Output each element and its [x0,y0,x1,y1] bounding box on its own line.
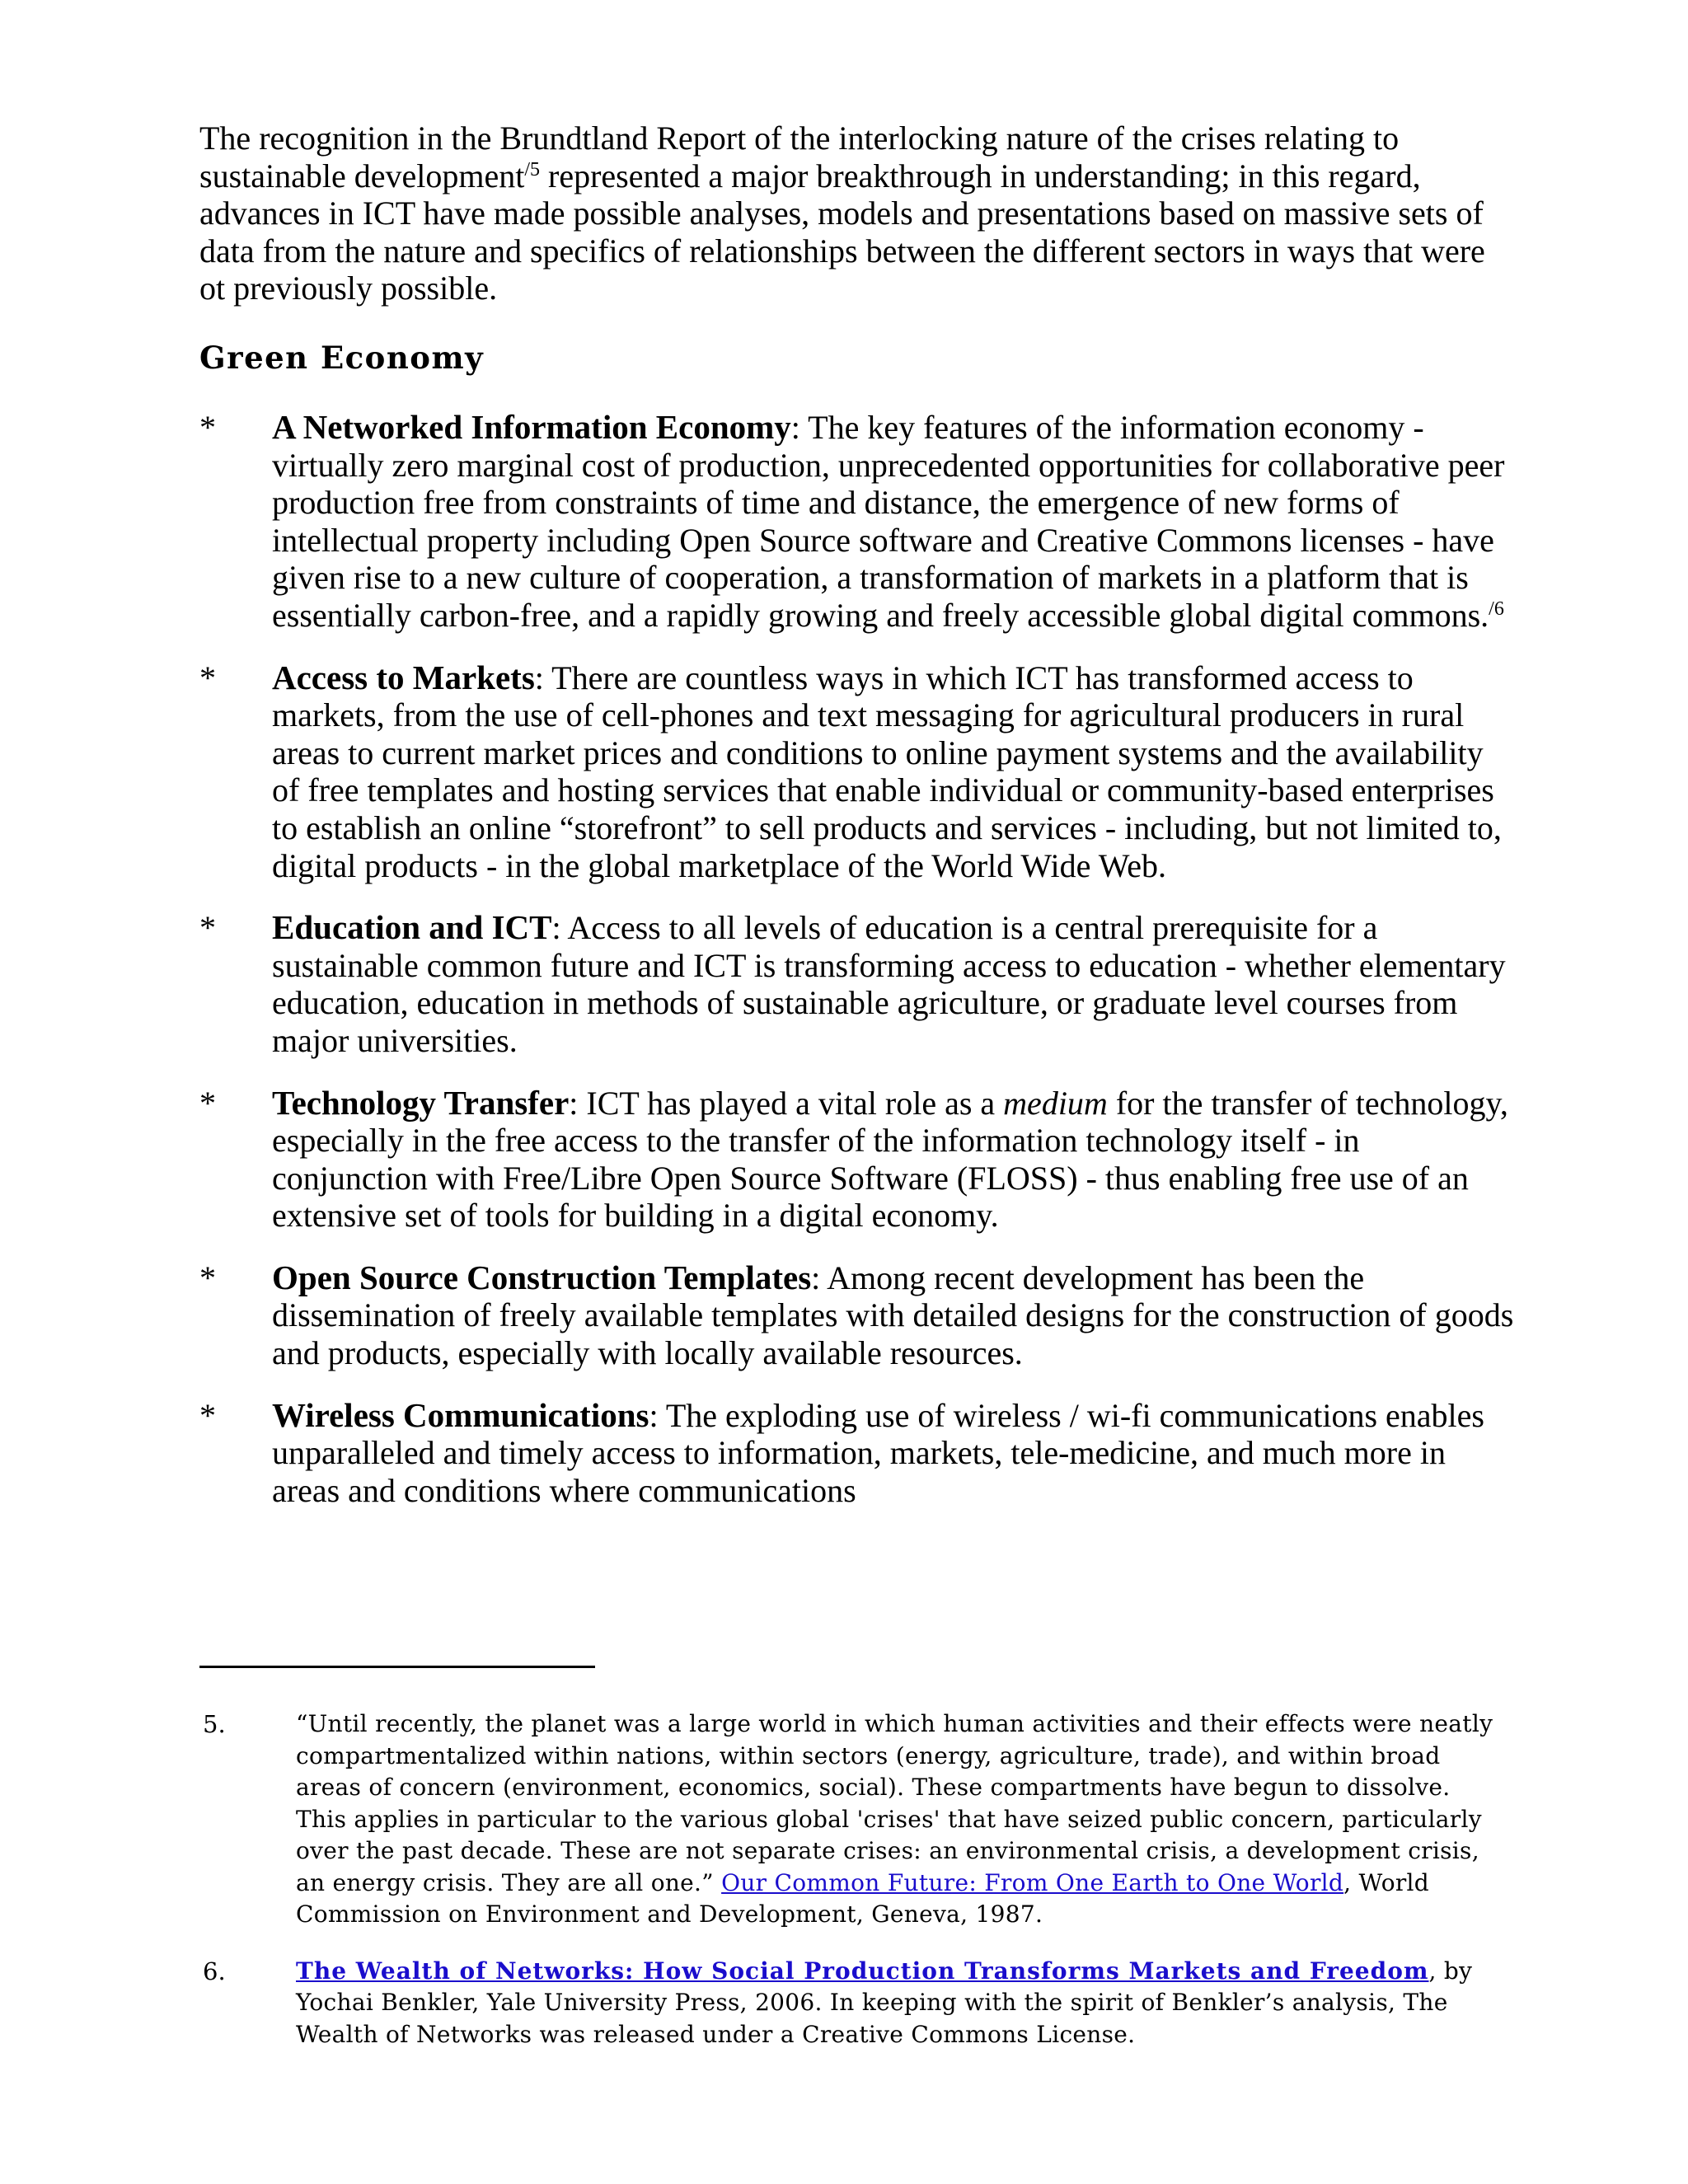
bullet-item [199,409,1518,635]
intro-text-part2: represented a major breakthrough in understanding; in this regard, advances in ICT have made possible analyses, models and presentations based on massive sets of data from the nature and specifics of relationships between the different sectors in ways that were ot previously possible. [199,157,1485,307]
bullet-body: : ICT has played a vital role as a [569,1084,1004,1122]
bullet-item [199,909,1518,1059]
bullet-item [199,659,1518,885]
bullet-body: : Access to all levels of education is a central prerequisite for a sustainable common future and ICT is transforming access to education - whether elementary education, education in methods of sustainable agriculture, or graduate level courses from major universities. [272,909,1506,1059]
bullet-text [272,909,1517,1059]
bullet-marker: * [199,1258,216,1296]
footnote-ref-5[interactable]: /5 [524,158,541,180]
bullet-body: : Among recent development has been the dissemination of freely available templates with detailed designs for the construction of goods and products, especially with locally available resources. [272,1258,1514,1372]
footnote-number: 6. [203,1957,226,1985]
footnote-text [296,1956,1507,2051]
footnote-citation: , by Yochai Benkler, Yale University Press, 2006. In keeping with the spirit of Benkler’s analysis, The Wealth of Networks was released under a Creative Commons License. [296,1957,1473,2048]
bullet-title: A Networked Information Economy [272,408,791,446]
bullet-text [272,1397,1517,1510]
footnotes [203,1708,1513,2075]
bullet-title: Open Source Construction Templates [272,1258,812,1296]
bullet-marker: * [199,909,216,947]
bullet-title: Access to Markets [272,658,535,696]
bullet-emphasis: medium [1003,1084,1108,1122]
footnote-6 [203,1956,1513,2051]
footnote-quote: “Until recently, the planet was a large world in which human activities and their effects were neatly compartmentalized within nations, within sectors (energy, agriculture, trade), and within broad areas of concern (environment, economics, social). These compartments have begun to dissolve. This applies in particular to the various global 'crises' that have seized public concern, particularly over the past decade. These are not separate crises: an environmental crisis, a development crisis, an energy crisis. They are all one.” [296,1710,1493,1896]
bullet-item [199,1397,1518,1510]
bullet-item [199,1085,1518,1235]
bullet-marker: * [199,1396,216,1434]
bullet-list [199,409,1518,1534]
bullet-item [199,1259,1518,1372]
bullet-title: Education and ICT [272,908,552,947]
footnote-5 [203,1708,1513,1931]
bullet-body: : The key features of the information economy - virtually zero marginal cost of production, unprecedented opportunities for collaborative peer production free from constraints of time and distance, the emergence of new forms of intellectual property including Open Source software and Creative Commons licenses - have given rise to a new culture of cooperation, a transformation of markets in a platform that is essentially carbon-free, and a rapidly growing and freely accessible global digital commons. [272,409,1505,634]
footnote-separator [199,1666,595,1668]
bullet-text [272,409,1517,635]
footnote-ref-6[interactable]: /6 [1489,598,1504,620]
bullet-marker: * [199,1084,216,1122]
bullet-title: Technology Transfer [272,1083,570,1122]
footnote-text [296,1708,1507,1931]
footnote-link[interactable]: Our Common Future: From One Earth to One World [721,1868,1344,1896]
intro-text-part1: The recognition in the Brundtland Report of the interlocking nature of the crises relating to sustainable development [199,120,1400,194]
bullet-marker: * [199,658,216,696]
bullet-text [272,1259,1517,1372]
bullet-body-continued: for the transfer of technology, especially in the free access to the transfer of the information technology itself - in conjunction with Free/Libre Open Source Software (FLOSS) - thus enabling free use of an extensive set of tools for building in a digital economy. [272,1084,1508,1235]
bullet-text [272,659,1517,885]
bullet-title: Wireless Communications [272,1395,649,1434]
footnote-citation: , World Commission on Environment and Development, Geneva, 1987. [296,1868,1430,1928]
bullet-body: : There are countless ways in which ICT has transformed access to markets, from the use of cell-phones and text messaging for agricultural producers in rural areas to current market prices and conditions to online payment systems and the availability of free templates and hosting services that enable individual or community-based enterprises to establish an online “storefront” to sell products and services - including, but not limited to, digital products - in the global marketplace of the World Wide Web. [272,658,1502,884]
bullet-body: : The exploding use of wireless / wi-fi communications enables unparalleled and timely access to information, markets, tele-medicine, and much more in areas and conditions where communications [272,1396,1484,1509]
footnote-number: 5. [203,1710,226,1738]
footnote-link[interactable]: The Wealth of Networks: How Social Production Transforms Markets and Freedom [296,1957,1429,1985]
bullet-text [272,1085,1517,1235]
section-heading: Green Economy [199,340,485,376]
bullet-marker: * [199,409,216,446]
intro-paragraph [199,120,1502,307]
